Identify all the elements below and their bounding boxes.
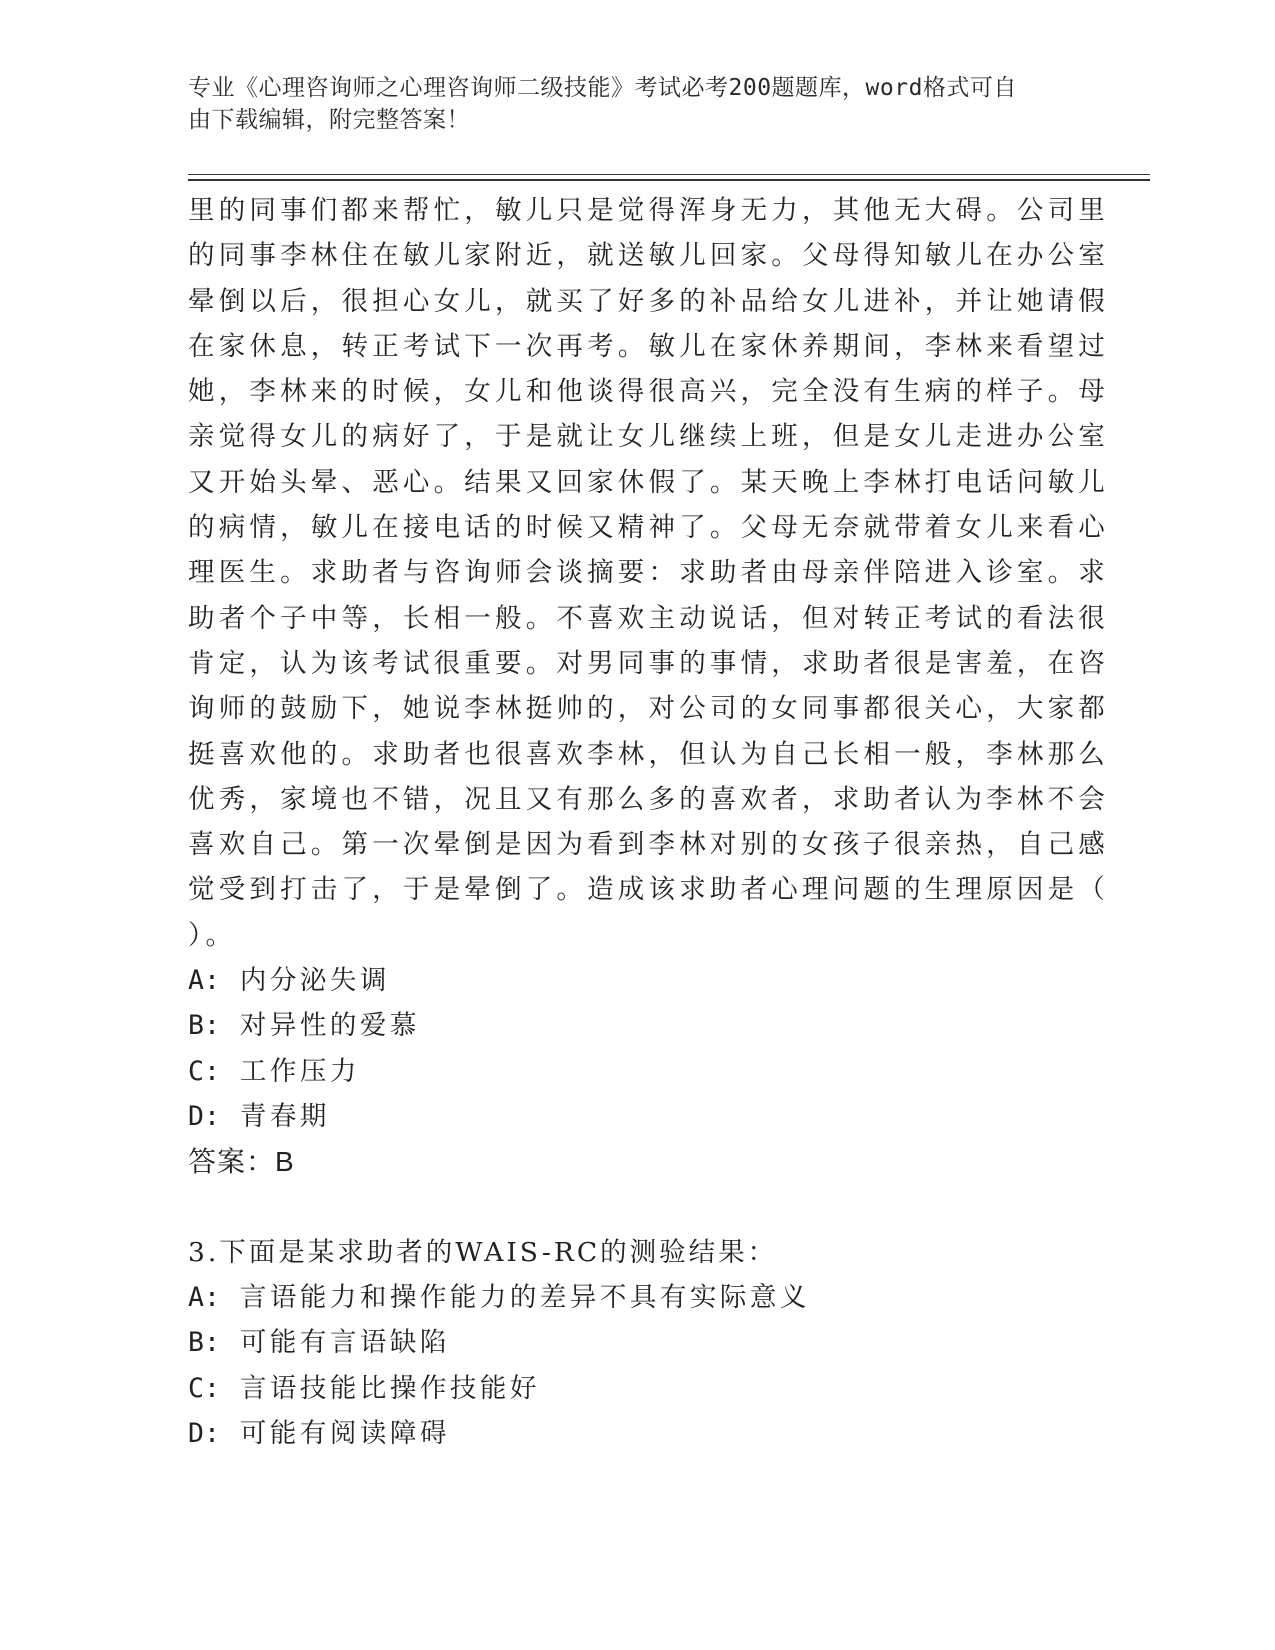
passage-line: 肯定，认为该考试很重要。对男同事的事情，求助者很是害羞，在咨 (188, 647, 1109, 679)
option-text: 可能有阅读障碍 (239, 1418, 450, 1450)
header-divider-thick (188, 179, 1150, 181)
passage-line: 的病情，敏儿在接电话的时候又精神了。父母无奈就带着女儿来看心 (188, 512, 1109, 544)
passage-line: 又开始头晕、恶心。结果又回家休假了。某天晚上李林打电话问敏儿 (188, 466, 1109, 498)
passage-line: 亲觉得女儿的病好了，于是就让女儿继续上班，但是女儿走进办公室 (188, 421, 1109, 453)
document-header (188, 72, 1068, 136)
option-letter: C: (188, 1055, 220, 1087)
passage-line: 的同事李林住在敏儿家附近，就送敏儿回家。父母得知敏儿在办公室 (188, 240, 1109, 272)
question-2-answer: 答案：B (188, 1146, 295, 1178)
passage-line: 挺喜欢他的。求助者也很喜欢李林，但认为自己长相一般，李林那么 (188, 738, 1109, 770)
question-3 (188, 1230, 1068, 1456)
question-2-options (188, 958, 1068, 1139)
header-divider-thin (188, 174, 1150, 175)
question-2-passage (188, 188, 1109, 958)
passage-line: 在家休息，转正考试下一次再考。敏儿在家休养期间，李林来看望过 (188, 330, 1109, 362)
option-c (188, 1366, 1068, 1411)
option-text: 工作压力 (239, 1055, 360, 1087)
option-d (188, 1094, 1068, 1139)
option-letter: C: (188, 1372, 220, 1404)
option-a (188, 958, 1068, 1003)
option-text: 青春期 (239, 1100, 330, 1132)
option-text: 内分泌失调 (239, 965, 390, 997)
option-text: 言语技能比操作技能好 (239, 1372, 540, 1404)
passage-line: 询师的鼓励下，她说李林挺帅的，对公司的女同事都很关心，大家都 (188, 693, 1109, 725)
document-body (188, 188, 1109, 1456)
passage-line: 里的同事们都来帮忙，敏儿只是觉得浑身无力，其他无大碍。公司里 (188, 195, 1109, 226)
option-b (188, 1003, 1068, 1048)
option-text: 言语能力和操作能力的差异不具有实际意义 (239, 1282, 810, 1314)
passage-line: 觉受到打击了，于是晕倒了。造成该求助者心理问题的生理原因是（ (188, 874, 1109, 906)
passage-line: 喜欢自己。第一次晕倒是因为看到李林对别的女孩子很亲热，自己感 (188, 829, 1109, 861)
passage-line: 助者个子中等，长相一般。不喜欢主动说话，但对转正考试的看法很 (188, 602, 1109, 634)
header-title-line-1: 专业《心理咨询师之心理咨询师二级技能》考试必考200题题库，word格式可自 (188, 75, 1017, 101)
option-letter: D: (188, 1418, 220, 1450)
option-b (188, 1320, 1068, 1365)
option-text: 可能有言语缺陷 (239, 1327, 450, 1359)
passage-line: 理医生。求助者与咨询师会谈摘要：求助者由母亲伴陪进入诊室。求 (188, 557, 1109, 589)
passage-line: 晕倒以后，很担心女儿，就买了好多的补品给女儿进补，并让她请假 (188, 285, 1109, 317)
option-letter: A: (188, 1282, 220, 1314)
spacer (188, 1185, 1068, 1230)
option-letter: B: (188, 1327, 220, 1359)
option-letter: D: (188, 1100, 220, 1132)
option-text: 对异性的爱慕 (239, 1010, 420, 1042)
option-c (188, 1049, 1068, 1094)
header-title-line-2: 由下载编辑，附完整答案！ (188, 107, 470, 133)
option-a (188, 1275, 1068, 1320)
passage-line: 她，李林来的时候，女儿和他谈得很高兴，完全没有生病的样子。母 (188, 376, 1109, 408)
question-3-stem: 3.下面是某求助者的WAIS-RC的测验结果： (188, 1236, 778, 1268)
passage-line: 优秀，家境也不错，况且又有那么多的喜欢者，求助者认为李林不会 (188, 783, 1109, 815)
option-letter: B: (188, 1010, 220, 1042)
passage-line: ）。 (188, 919, 237, 951)
option-letter: A: (188, 965, 220, 997)
option-d (188, 1411, 1068, 1456)
